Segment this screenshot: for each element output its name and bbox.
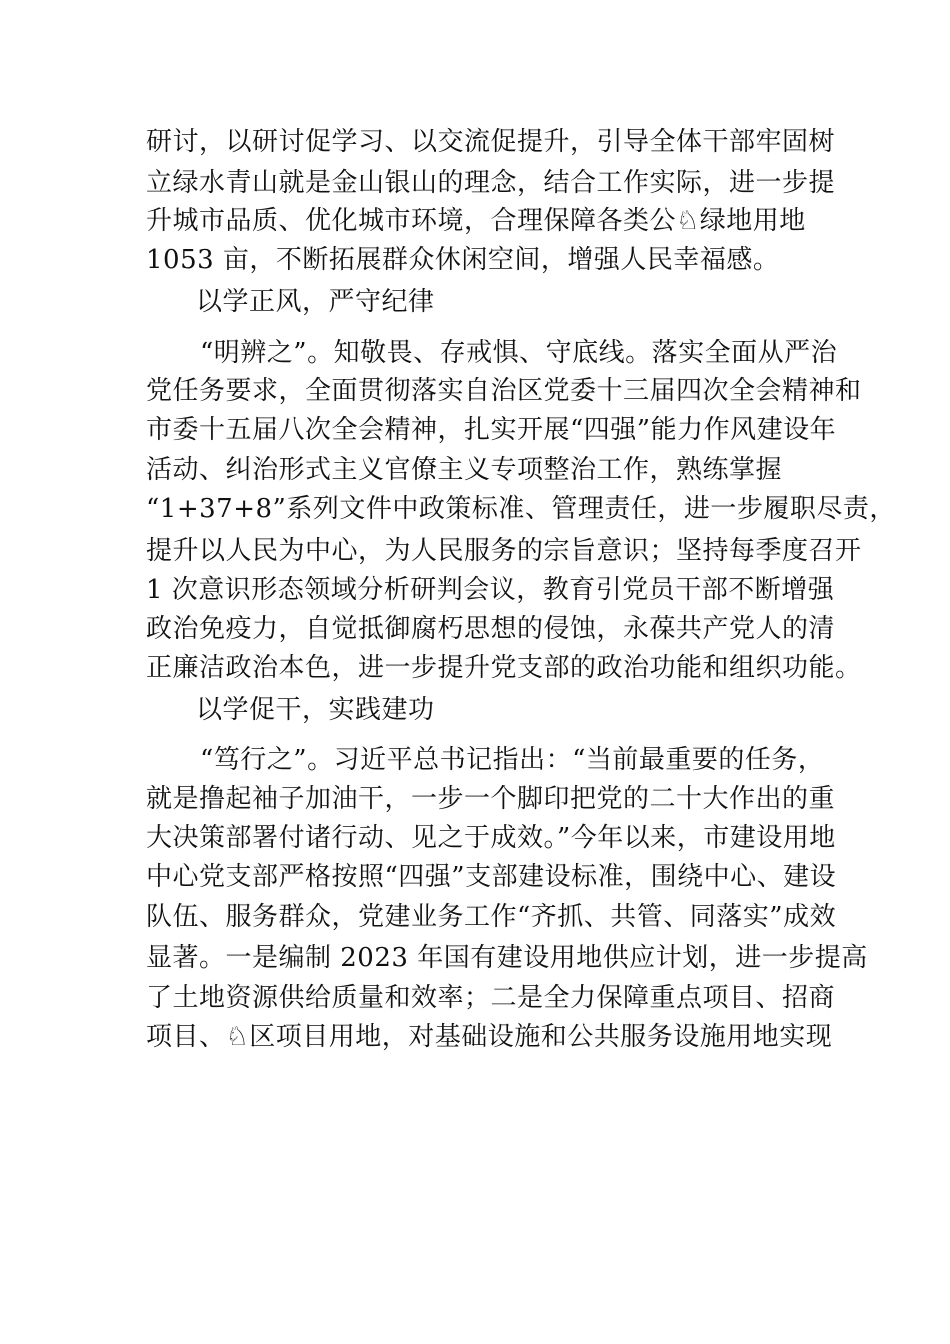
body-text-line: 政治免疫力，自觉抵御腐朽思想的侵蚀，永葆共产党人的清 [146, 614, 836, 644]
body-text-line: 了土地资源供给质量和效率；二是全力保障重点项目、招商 [146, 983, 836, 1013]
body-text-line: 1053 亩，不断拓展群众休闲空间，增强人民幸福感。 [146, 245, 780, 275]
body-text-line: 中心党支部严格按照“四强”支部建设标准，围绕中心、建设 [146, 862, 837, 892]
body-text-line: “明辨之”。知敬畏、存戒惧、守底线。落实全面从严治 [200, 338, 838, 368]
body-text-line: 显著。一是编制 2023 年国有建设用地供应计划，进一步提高 [146, 943, 868, 973]
body-text-line: 大决策部署付诸行动、见之于成效。”今年以来，市建设用地 [146, 823, 836, 853]
body-text-line: 提升以人民为中心，为人民服务的宗旨意识；坚持每季度召开 [146, 536, 862, 566]
section-heading: 以学正风，严守纪律 [196, 287, 435, 317]
body-text-line: 升城市品质、优化城市环境，合理保障各类公♘绿地用地 [146, 206, 806, 236]
body-text-line: 就是撸起袖子加油干，一步一个脚印把党的二十大作出的重 [146, 784, 836, 814]
body-text-line: “笃行之”。习近平总书记指出：“当前最重要的任务， [200, 745, 825, 775]
body-text-line: 党任务要求，全面贯彻落实自治区党委十三届四次全会精神和 [146, 376, 862, 406]
body-text-line: “1+37+8”系列文件中政策标准、管理责任，进一步履职尽责， [146, 494, 896, 524]
body-text-line: 队伍、服务群众，党建业务工作“齐抓、共管、同落实”成效 [146, 902, 837, 932]
section-heading: 以学促干，实践建功 [196, 695, 435, 725]
body-text-line: 正廉洁政治本色，进一步提升党支部的政治功能和组织功能。 [146, 653, 862, 683]
body-text-line: 活动、纠治形式主义官僚主义专项整治工作，熟练掌握 [146, 455, 783, 485]
body-text-line: 1 次意识形态领域分析研判会议，教育引党员干部不断增强 [146, 575, 835, 605]
body-text-line: 市委十五届八次全会精神，扎实开展“四强”能力作风建设年 [146, 415, 837, 445]
body-text-line: 立绿水青山就是金山银山的理念，结合工作实际，进一步提 [146, 168, 836, 198]
body-text-line: 项目、♘区项目用地，对基础设施和公共服务设施用地实现 [146, 1022, 833, 1052]
body-text-line: 研讨，以研讨促学习、以交流促提升，引导全体干部牢固树 [146, 127, 836, 157]
